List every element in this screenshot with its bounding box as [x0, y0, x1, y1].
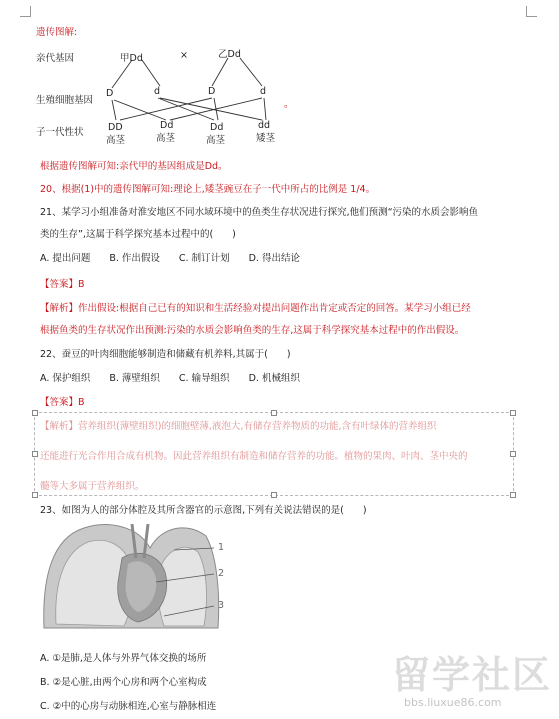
body-cavity-figure: [38, 518, 238, 630]
q22-question: 22、蚕豆的叶肉细胞能够制造和储藏有机养料,其属于( ): [40, 349, 291, 360]
genetic-diagram: [0, 0, 559, 160]
q21-answer: 【答案】B: [40, 279, 85, 290]
gamete-2: d: [154, 86, 161, 97]
q23-option-c: C. ②中的心房与动脉相连,心室与静脉相连: [40, 701, 217, 712]
diagram-dot: 。: [284, 99, 294, 110]
q21-line-1: 21、某学习小组准备对淮安地区不同水域环境中的鱼类生存状况进行探究,他们预测“污染的水质会影响鱼: [40, 207, 479, 218]
gamete-3: D: [208, 86, 216, 97]
watermark-url: bbs.liuxue86.com: [404, 696, 502, 709]
q22-explanation-line-2: 还能进行光合作用合成有机物。因此营养组织有制造和储存营养的功能。植物的果肉、叶肉、茎中央的: [40, 451, 468, 462]
resize-handle-top[interactable]: [271, 410, 277, 416]
q21-explanation-line-2: 根据鱼类的生存状况作出预测:污染的水质会影响鱼类的生存,这属于科学探究基本过程中的作出假设。: [40, 325, 465, 336]
offspring-2-genotype: Dd: [160, 120, 174, 131]
figure-label-3: 3: [218, 600, 225, 611]
offspring-4-trait: 矮茎: [256, 133, 276, 144]
q22-options: A. 保护组织 B. 薄壁组织 C. 输导组织 D. 机械组织: [40, 373, 300, 384]
resize-handle-tl[interactable]: [32, 410, 38, 416]
offspring-3-trait: 高茎: [206, 135, 226, 146]
resize-handle-left[interactable]: [32, 451, 38, 457]
gamete-1: D: [106, 88, 114, 99]
q20-answer: 20、根据(1)中的遗传图解可知:理论上,矮茎豌豆在子一代中所占的比例是 1/4。: [40, 184, 376, 195]
q23-option-b: B. ②是心脏,由两个心房和两个心室构成: [40, 677, 207, 688]
resize-handle-bottom[interactable]: [271, 492, 277, 498]
organ-illustration: [38, 518, 238, 630]
watermark-brand: 留学社区: [392, 653, 553, 697]
q23-option-a: A. ①是肺,是人体与外界气体交换的场所: [40, 653, 207, 664]
resize-handle-right[interactable]: [510, 451, 516, 457]
offspring-4-genotype: dd: [258, 120, 271, 131]
q22-explanation-line-1: 【解析】营养组织(薄壁组织)的细胞壁薄,液泡大,有储存营养物质的功能,含有叶绿体的营养组织: [40, 421, 437, 432]
q23-question: 23、如图为人的部分体腔及其所含器官的示意图,下列有关说法错误的是( ): [40, 505, 367, 516]
q21-options: A. 提出问题 B. 作出假设 C. 制订计划 D. 得出结论: [40, 253, 300, 264]
watermark-logo: [390, 644, 553, 716]
q22-explanation-line-3: 髓等大多属于营养组织。: [40, 481, 145, 492]
conclusion-text: 根据遗传图解可知:亲代甲的基因组成是Dd。: [40, 161, 228, 172]
offspring-1-genotype: DD: [108, 122, 123, 133]
figure-label-2: 2: [218, 568, 225, 579]
offspring-2-trait: 高茎: [156, 133, 176, 144]
resize-handle-bl[interactable]: [32, 492, 38, 498]
parent-b: 乙Dd: [218, 49, 241, 60]
row-label-parents: 亲代基因: [36, 53, 75, 64]
q21-line-2: 类的生存”,这属于科学探究基本过程中的( ): [40, 229, 236, 240]
figure-label-1: 1: [218, 542, 225, 553]
parent-a: 甲Dd: [120, 53, 143, 64]
row-label-gametes: 生殖细胞基因: [36, 95, 94, 106]
diagram-heading: 遗传图解:: [36, 27, 78, 38]
gamete-4: d: [260, 86, 267, 97]
offspring-3-genotype: Dd: [210, 122, 224, 133]
cross-symbol: ×: [180, 50, 188, 61]
offspring-1-trait: 高茎: [106, 135, 126, 146]
q22-answer: 【答案】B: [40, 397, 85, 408]
q21-explanation-line-1: 【解析】作出假设:根据自己已有的知识和生活经验对提出问题作出肯定或否定的回答。某学习小组已经: [40, 303, 471, 314]
resize-handle-br[interactable]: [510, 492, 516, 498]
resize-handle-tr[interactable]: [510, 410, 516, 416]
row-label-offspring: 子一代性状: [36, 127, 84, 138]
